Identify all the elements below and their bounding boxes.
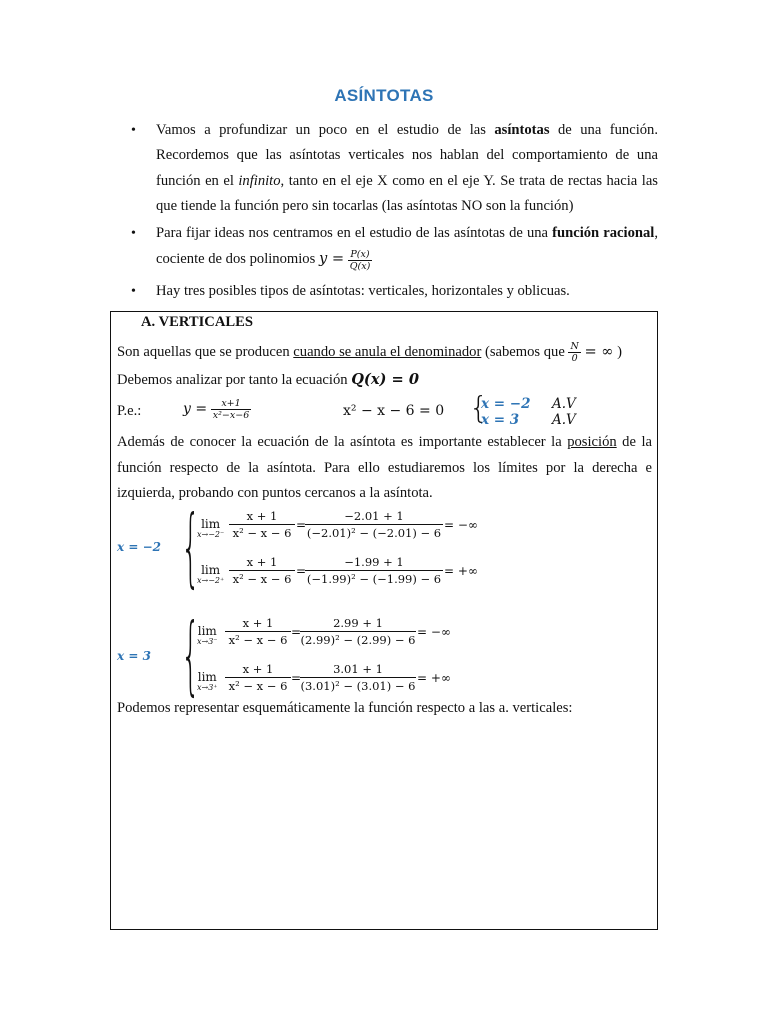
fraction-numerator: x + 1: [225, 616, 291, 632]
lim-subscript: x→−2⁻: [197, 530, 225, 539]
limit-operator: [197, 564, 224, 585]
limit-group-2-label: x = 3: [117, 649, 151, 663]
lim-word: lim: [197, 624, 217, 638]
position-paragraph: [117, 430, 652, 507]
bullet-text: , cociente de dos polinomios: [156, 225, 658, 268]
limit-group-2-brace: {: [181, 605, 201, 705]
limit-result: = −∞: [444, 518, 478, 532]
lim-subscript: x→−2⁺: [197, 576, 225, 585]
value-fraction: [305, 555, 443, 587]
bullet-item-2: [131, 221, 658, 273]
limit-group-1-label: x = −2: [117, 540, 161, 554]
fraction-denominator: x² − x − 6: [228, 679, 288, 693]
definition-text: ): [613, 343, 622, 360]
fraction-numerator: 2.99 + 1: [300, 616, 416, 632]
lim-subscript: x→3⁺: [197, 683, 218, 692]
equals-sign: =: [291, 625, 302, 639]
bullet-text: Para fijar ideas nos centramos en el estudio de las asíntotas de una: [156, 225, 553, 242]
fraction-denominator: x²−x−6: [212, 410, 250, 421]
equals-sign: =: [296, 564, 307, 578]
bullet-item-3: [131, 279, 658, 304]
solution-1: x = −2: [481, 396, 531, 412]
formula-y: y =: [318, 250, 345, 268]
fraction-denominator: (3.01)² − (3.01) − 6: [300, 679, 416, 693]
paragraph-underlined: posición: [567, 434, 617, 450]
bullet-text: de una función. Recordemos que las asíntotas verticales nos hablan del comportamiento de una función en el: [156, 122, 658, 189]
bullet-icon: •: [131, 283, 136, 299]
n-over-zero-fraction: [568, 341, 580, 364]
paragraph-text: Además de conocer la ecuación de la asíntota es importante establecer la: [117, 434, 568, 450]
example-fraction: [211, 398, 252, 421]
fraction-denominator: x² − x − 6: [232, 572, 292, 586]
limit-operator: [197, 518, 224, 539]
limit-group-1-brace: {: [181, 497, 201, 597]
solution-2: x = 3: [481, 412, 520, 428]
fraction-numerator: −2.01 + 1: [305, 509, 443, 525]
page-title: ASÍNTOTAS: [334, 86, 434, 105]
function-fraction: [229, 555, 295, 587]
bullet-bold-text: asíntotas: [494, 122, 550, 138]
verticales-section-box: [110, 311, 658, 930]
sketch-area: [117, 724, 651, 924]
bullet-text: Vamos a profundizar un poco en el estudio de las: [156, 122, 495, 138]
fraction-numerator: x + 1: [229, 555, 295, 571]
lim-word: lim: [197, 670, 217, 684]
closing-sentence: Podemos representar esquemáticamente la función respecto a las a. verticales:: [117, 700, 573, 716]
example-equation: x² − x − 6 = 0: [343, 403, 445, 419]
limit-result: = −∞: [417, 625, 451, 639]
bullet-icon: •: [131, 123, 136, 138]
bullet-icon: •: [131, 226, 136, 242]
solution-1-av: A.V: [552, 396, 576, 412]
fraction-numerator: x + 1: [229, 509, 295, 525]
q-equals-zero: Q(x) = 0: [351, 371, 419, 388]
lim-subscript: x→3⁻: [197, 637, 218, 646]
function-fraction: [229, 509, 295, 541]
limit-operator: [197, 671, 218, 692]
equals-sign: =: [296, 518, 307, 532]
fraction-denominator: (2.99)² − (2.99) − 6: [300, 633, 416, 647]
equals-sign: =: [291, 671, 302, 685]
bullet-text: Hay tres posibles tipos de asíntotas: verticales, horizontales y oblicuas.: [156, 282, 570, 299]
fraction-denominator: 0: [571, 353, 578, 364]
example-function: [183, 398, 251, 421]
value-fraction: [305, 509, 443, 541]
infinity-equation: = ∞: [584, 342, 614, 360]
equation-text: Debemos analizar por tanto la ecuación: [117, 372, 352, 388]
lim-word: lim: [201, 517, 221, 531]
bullet-bold-text: función racional: [552, 225, 655, 242]
paragraph-text: de la función respecto de la asíntota. Para ello estudiaremos los límites por la derecha e izquierda, probando con puntos cercanos a la asíntota.: [117, 434, 652, 501]
limit-result: = +∞: [444, 564, 478, 578]
fraction-numerator: x+1: [211, 398, 252, 410]
bullet-text: , tanto en el eje X como en el eje Y. Se trata de rectas hacia las que tiende la función pero sin tocarlas (las asíntotas NO son la función): [156, 172, 658, 214]
definition-line: [117, 341, 622, 364]
example-y: y =: [183, 400, 208, 417]
function-fraction: [225, 662, 291, 694]
fraction-numerator: −1.99 + 1: [305, 555, 443, 571]
formula-fraction: [348, 249, 373, 272]
function-fraction: [225, 616, 291, 648]
definition-text: Son aquellas que se producen: [117, 343, 294, 360]
lim-word: lim: [201, 563, 221, 577]
solution-2-av: A.V: [552, 412, 576, 428]
bullet-item-1: [131, 118, 658, 219]
value-fraction: [300, 662, 416, 694]
fraction-denominator: x² − x − 6: [232, 526, 292, 540]
intro-bullet-list: [131, 118, 658, 304]
fraction-numerator: x + 1: [225, 662, 291, 678]
example-label: P.e.:: [117, 403, 142, 419]
fraction-numerator: 3.01 + 1: [300, 662, 416, 678]
fraction-denominator: Q(x): [349, 260, 371, 272]
fraction-denominator: (−1.99)² − (−1.99) − 6: [306, 572, 442, 586]
definition-underlined: cuando se anula el denominador: [293, 343, 482, 360]
bullet-italic-text: infinito: [238, 172, 281, 189]
solution-brace: {: [469, 391, 489, 426]
fraction-denominator: x² − x − 6: [228, 633, 288, 647]
equation-line: [117, 371, 419, 389]
limit-operator: [197, 625, 218, 646]
fraction-denominator: (−2.01)² − (−2.01) − 6: [306, 526, 442, 540]
value-fraction: [300, 616, 416, 648]
fraction-numerator: N: [570, 341, 579, 352]
limit-result: = +∞: [417, 671, 451, 685]
definition-text: (sabemos que: [481, 343, 569, 360]
section-header: A. VERTICALES: [141, 314, 253, 330]
fraction-numerator: P(x): [348, 249, 373, 261]
